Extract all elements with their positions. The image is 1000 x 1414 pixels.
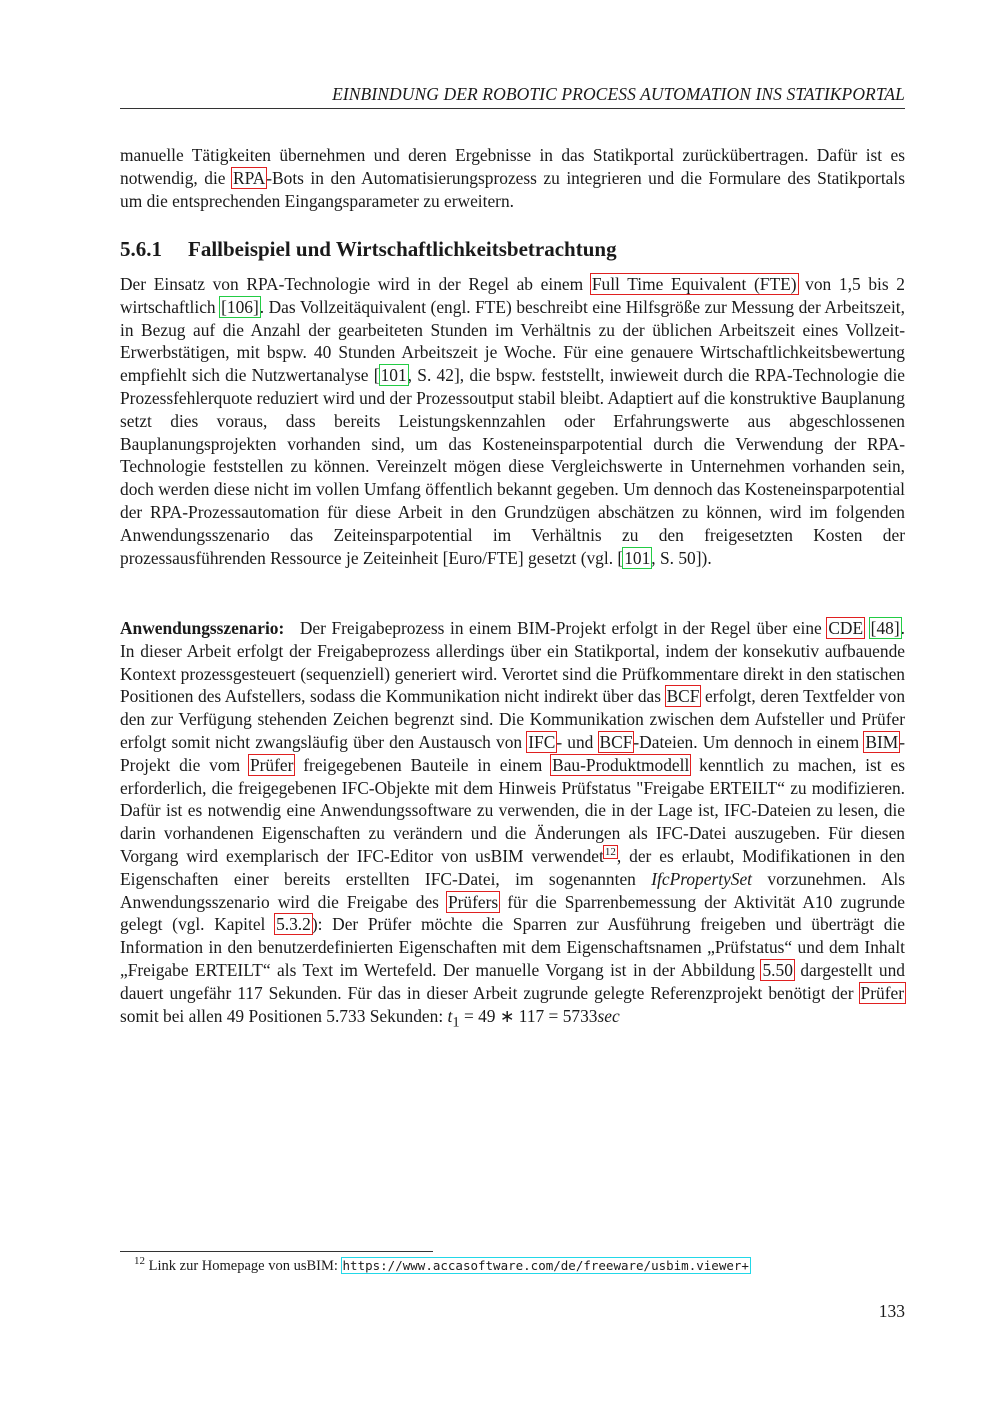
figure-link-5-50[interactable]: 5.50 [762,959,793,980]
text: , S. 42], die bspw. feststellt, inwieweit durch die RPA-Technologie die Prozessfehlerquote reduziert wird und der Prozessoutput stabil bleibt. Adaptiert auf die konstruktive Bauplanung setzt dies voraus, dass bereits Leistungskennzahlen oder Erfahrungswerte aus abgeschlossenen Bauplanungsprojekten vorhanden sind, um das Kosteneinsparpotential durch die Verwendung der RPA-Technologie feststellen zu können. Vereinzelt mögen diese Vergleichswerte in Unternehmen vorhanden sein, doch werden diese nicht im vollen Umfang öffentlich bekannt gegeben. Um dennoch das Kosteneinsparpotential der RPA-Prozessautomation für diese Arbeit in den Grundzügen abschätzen zu können, wird im folgenden Anwendungsszenario das Zeiteinsparpotential im Verhältnis zu den freigesetzten Kosten der prozessausführenden Ressource je Zeiteinheit [Euro/FTE] gesetzt (vgl. [ [120,365,905,568]
text: Der Einsatz von RPA-Technologie wird in der Regel ab einem [120,274,591,294]
math-subscript: 1 [452,1014,460,1031]
glossary-link-fte[interactable]: Full Time Equivalent (FTE) [591,274,797,294]
citation-link-106[interactable]: [106] [221,296,259,317]
glossary-link-bcf[interactable]: BCF [666,686,700,707]
text: -Projekt die vom [120,731,905,775]
text: - und [556,731,599,752]
paragraph-economics [120,273,905,569]
paragraph-lead: Anwendungsszenario: [120,618,285,638]
footnote-divider [120,1251,433,1252]
text: kenntlich zu machen, ist es erforderlich, die freigegebenen IFC-Objekte mit dem Hinweis Prüfstatus "Freigabe ERTEILT“ zu modifizieren. Dafür ist es notwendig eine Anwendungssoftware zu verwenden, die in der Lage ist, IFC-Dateien zu lesen, die darin vorhandenen Eigenschaften zu verändern und die Änderungen als IFC-Datei auszugeben. Für diesen Vorgang wird exemplarisch der IFC-Editor von usBIM verwendet [120,754,905,866]
citation-link-101[interactable]: 101 [380,365,407,386]
italic-term: IfcPropertySet [651,868,753,889]
running-header: EINBINDUNG DER ROBOTIC PROCESS AUTOMATION INS STATIKPORTAL [120,84,905,109]
text: -Dateien. Um dennoch in einem [633,731,865,752]
text: manuelle Tätigkeiten übernehmen und deren Ergebnisse in das Statikportal zurückübertragen. Dafür ist es notwendig, die [120,145,905,188]
glossary-link-pruefer-2[interactable]: Prüfer [860,982,904,1003]
text: somit bei allen 49 Positionen 5.733 Sekunden: [120,1005,448,1026]
glossary-link-pruefers[interactable]: Prüfers [447,891,499,912]
footnote-url-link[interactable]: https://www.accasoftware.com/de/freeware/usbim.viewer+ [342,1258,749,1273]
text: dargestellt und dauert ungefähr 117 Sekunden. Für das in dieser Arbeit zugrunde gelegte Referenzprojekt benötigt der [120,959,905,1003]
glossary-link-pruefer[interactable]: Prüfer [249,754,294,775]
section-title: Fallbeispiel und Wirtschaftlichkeitsbetrachtung [188,237,617,261]
text: , S. 50]). [651,547,712,568]
paragraph-scenario [120,617,905,1034]
glossary-link-ifc[interactable]: IFC [528,731,556,752]
text: für die Sparrenbemessung der Aktivität A10 zugrunde gelegt (vgl. Kapitel [120,891,905,935]
text: , der es erlaubt, Modifikationen in den Eigenschaften einer bereits erstellten IFC-Datei, im sogenannten [120,845,905,889]
footnote-text: Link zur Homepage von usBIM: [145,1258,342,1274]
glossary-link-cde[interactable]: CDE [828,618,864,638]
text [864,618,870,638]
text: -Bots in den Automatisierungsprozess zu integrieren und die Formulare des Statikportals um die entsprechenden Eingangsparameter zu erweitern. [120,167,905,211]
math-expression: = 49 ∗ 117 = 5733 [459,1005,598,1026]
footnote-ref-12[interactable]: 12 [604,846,616,859]
text: ): Der Prüfer möchte die Sparren zur Ausführung freigeben und überträgt die Information in den benutzerdefinierten Eigenschaften mit dem Eigenschaftsnamen „Prüfstatus“ und dem Inhalt „Freigabe ERTEILT“ als Text im Wertefeld. Der manuelle Vorgang ist in der Abbildung [120,914,905,980]
glossary-link-bau-produktmodell[interactable]: Bau-Produktmodell [552,754,690,775]
citation-link-48[interactable]: [48] [870,618,900,638]
glossary-link-bcf-2[interactable]: BCF [599,731,633,752]
text: von 1,5 bis 2 wirtschaftlich [120,274,905,317]
text: erfolgt, deren Textfelder von den zur Verfügung stehenden Zeichen begrenzt sind. Die Kommunikation zwischen dem Aufsteller und Prüfer erfolgt somit nicht zwangsläufig über den Austausch von [120,686,906,752]
math-unit: sec [597,1005,620,1026]
glossary-link-rpa[interactable]: RPA [233,167,266,188]
text: freigegebenen Bauteile in einem [294,754,552,775]
text: vorzunehmen. Als Anwendungsszenario wird die Freigabe des [120,868,905,912]
section-heading [120,237,905,262]
footnote-mark: 12 [134,1255,145,1268]
paragraph-intro [120,144,905,212]
page-number: 133 [878,1301,905,1321]
text: . Das Vollzeitäquivalent (engl. FTE) beschreibt eine Hilfsgröße zur Messung der Arbeitszeit, in Bezug auf die Anzahl der gearbeiteten Stunden im Verhältnis zu der üblichen Arbeitszeit eines Vollzeit-Erwerbstätigen, mit bspw. 40 Stunden Arbeitszeit je Woche. Für eine genauere Wirtschaftlichkeitsbewertung empfiehlt sich die Nutzwertanalyse [ [120,296,905,386]
text: . In dieser Arbeit erfolgt der Freigabeprozess allerdings über ein Statikportal, indem der konsekutiv aufbauende Kontext prozessgesteuert (sequenziell) generiert wird. Verortet sind die Prüfkommentare direkt in den statischen Positionen des Aufstellers, sodass die Kommunikation nicht indirekt über das [120,618,905,707]
glossary-link-bim[interactable]: BIM [865,731,899,752]
footnote-12 [134,1256,905,1276]
section-number: 5.6.1 [120,237,162,261]
math-var: t [447,1005,453,1026]
citation-link-101-b[interactable]: 101 [624,547,651,568]
section-link-5-3-2[interactable]: 5.3.2 [276,914,311,935]
text: Der Freigabeprozess in einem BIM-Projekt erfolgt in der Regel über eine [294,618,828,638]
